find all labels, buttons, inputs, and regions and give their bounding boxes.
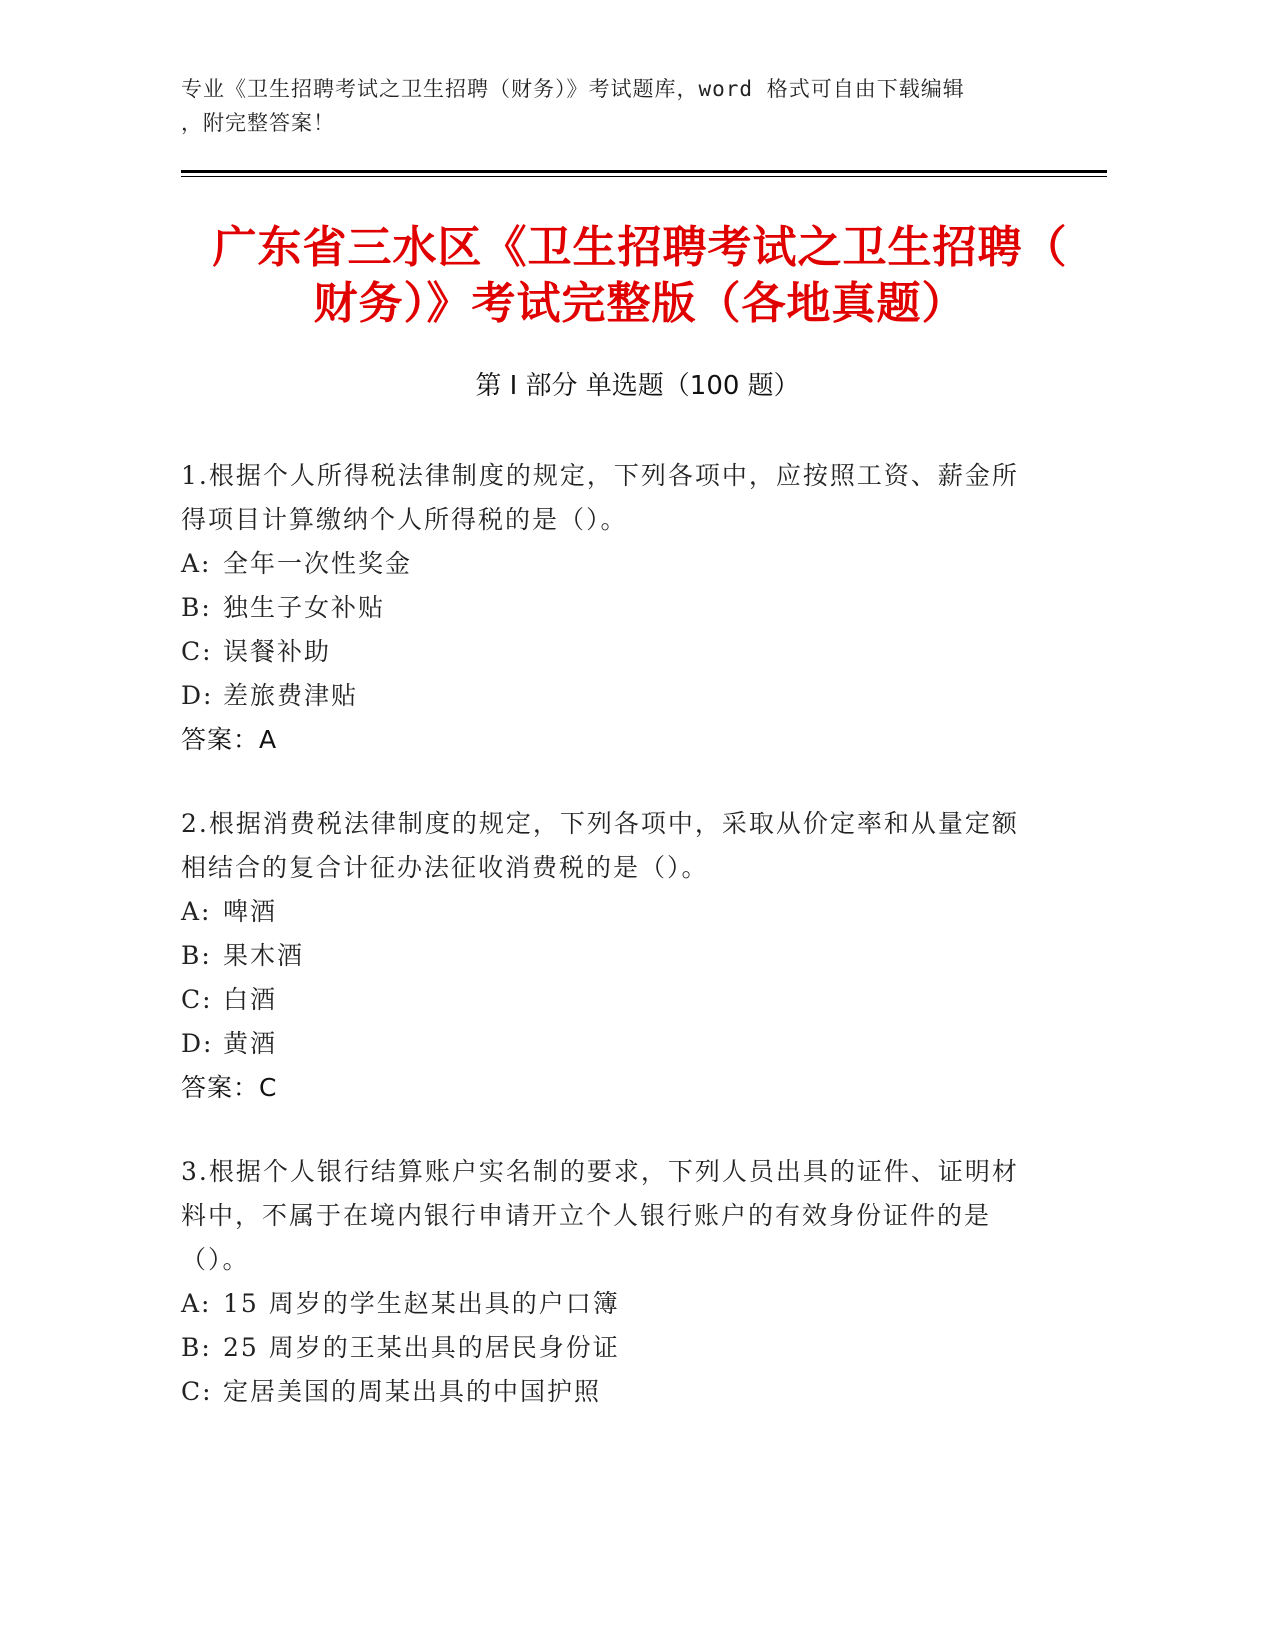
option-key: A: <box>181 549 212 578</box>
option-c <box>181 1370 1031 1414</box>
option-d <box>181 674 1031 718</box>
option-text: 差旅费津贴 <box>223 681 359 710</box>
option-a <box>181 1282 1031 1326</box>
header-rule-thick <box>181 170 1107 173</box>
option-key: C: <box>181 637 213 666</box>
answer-line: 答案：A <box>181 725 278 754</box>
option-key: A: <box>181 1289 212 1318</box>
question-3 <box>181 1150 1031 1414</box>
option-text: 白酒 <box>223 985 278 1014</box>
option-key: B: <box>181 593 212 622</box>
answer-line: 答案：C <box>181 1073 278 1102</box>
option-text: 25 周岁的王某出具的居民身份证 <box>223 1333 620 1362</box>
section-heading: 第 I 部分 单选题（100 题） <box>475 371 800 401</box>
option-key: B: <box>181 941 212 970</box>
option-key: D: <box>181 681 214 710</box>
question-stem: 1.根据个人所得税法律制度的规定，下列各项中，应按照工资、薪金所得项目计算缴纳个人所得税的是（）。 <box>181 461 1019 534</box>
option-text: 啤酒 <box>223 897 278 926</box>
header-rule-thin <box>181 176 1107 177</box>
option-text: 果木酒 <box>223 941 305 970</box>
option-key: A: <box>181 897 212 926</box>
option-b <box>181 1326 1031 1370</box>
option-text: 黄酒 <box>223 1029 278 1058</box>
question-1 <box>181 454 1031 762</box>
header-note-line-1: 专业《卫生招聘考试之卫生招聘（财务）》考试题库，word 格式可自由下载编辑 <box>181 77 965 101</box>
option-text: 定居美国的周某出具的中国护照 <box>223 1377 602 1406</box>
option-text: 15 周岁的学生赵某出具的户口簿 <box>223 1289 620 1318</box>
option-c <box>181 978 1031 1022</box>
question-stem: 2.根据消费税法律制度的规定，下列各项中，采取从价定率和从量定额相结合的复合计征办法征收消费税的是（）。 <box>181 809 1019 882</box>
option-key: B: <box>181 1333 212 1362</box>
option-key: C: <box>181 1377 213 1406</box>
option-key: D: <box>181 1029 214 1058</box>
document-title-line-1: 广东省三水区《卫生招聘考试之卫生招聘（ <box>212 222 1068 273</box>
document-title-line-2: 财务）》考试完整版（各地真题） <box>313 278 967 329</box>
option-a <box>181 542 1031 586</box>
option-b <box>181 934 1031 978</box>
header-note <box>181 72 1061 140</box>
option-a <box>181 890 1031 934</box>
option-text: 误餐补助 <box>223 637 332 666</box>
option-key: C: <box>181 985 213 1014</box>
option-d <box>181 1022 1031 1066</box>
question-2 <box>181 802 1031 1110</box>
option-text: 全年一次性奖金 <box>223 549 413 578</box>
option-text: 独生子女补贴 <box>223 593 386 622</box>
option-c <box>181 630 1031 674</box>
question-stem: 3.根据个人银行结算账户实名制的要求，下列人员出具的证件、证明材料中，不属于在境内银行申请开立个人银行账户的有效身份证件的是（）。 <box>181 1157 1019 1274</box>
header-note-line-2: ，附完整答案！ <box>181 111 335 135</box>
document-title <box>160 220 1120 332</box>
option-b <box>181 586 1031 630</box>
